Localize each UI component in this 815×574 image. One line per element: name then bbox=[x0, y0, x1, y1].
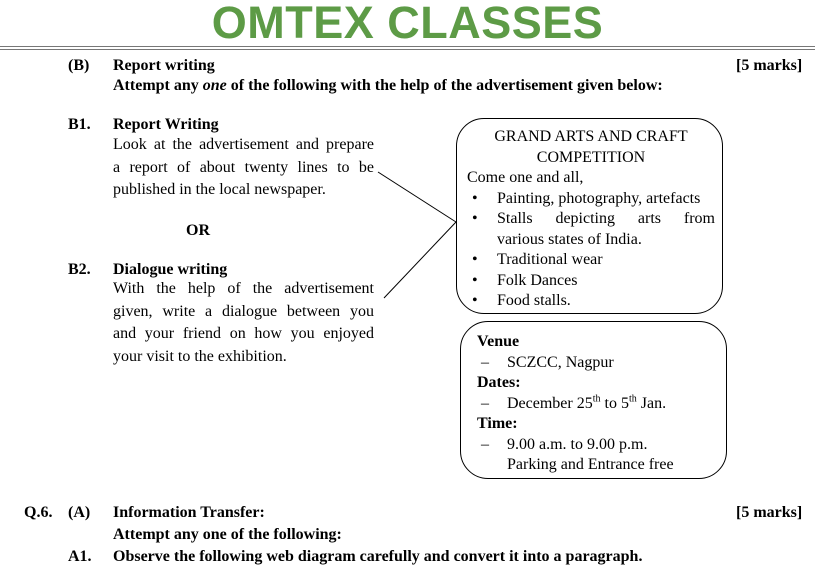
b1-title: Report Writing bbox=[113, 116, 219, 133]
q6-sub-label: (A) bbox=[68, 504, 91, 521]
instruction-part-1: Attempt any bbox=[113, 77, 203, 94]
b1-label: B1. bbox=[68, 116, 91, 133]
instruction-part-2: of the following with the help of the advertisement given below: bbox=[226, 77, 663, 94]
bullet-icon: • bbox=[472, 251, 478, 268]
q6-instruction: Attempt any one of the following: bbox=[113, 526, 342, 543]
time-label: Time: bbox=[477, 415, 518, 432]
venue-label: Venue bbox=[477, 333, 520, 350]
connector-line-b1 bbox=[378, 172, 456, 222]
q6-marks: [5 marks] bbox=[736, 504, 803, 521]
b2-line: and your friend on how you enjoyed bbox=[113, 325, 374, 342]
ad-item-text: Stalls depicting arts from bbox=[497, 210, 715, 227]
time-value: 9.00 a.m. to 9.00 p.m. bbox=[507, 435, 648, 453]
bullet-icon: • bbox=[472, 210, 478, 227]
bullet-icon: • bbox=[472, 292, 478, 309]
section-b-label: (B) bbox=[68, 57, 90, 74]
ad-item-text: Folk Dances bbox=[497, 271, 578, 289]
dates-part-3: Jan. bbox=[636, 394, 667, 412]
ad-item-text: Traditional wear bbox=[497, 251, 603, 268]
ad-item bbox=[467, 271, 715, 292]
ad-item-text-cont: various states of India. bbox=[497, 230, 642, 248]
b2-line: your visit to the exhibition. bbox=[113, 347, 287, 365]
b2-line: given, write a dialogue between you bbox=[113, 302, 374, 320]
ad-item-text: Food stalls. bbox=[497, 292, 571, 309]
dates-part-1: December 25 bbox=[507, 394, 593, 412]
dates-sup-2: th bbox=[628, 393, 637, 405]
dash-icon: – bbox=[481, 394, 489, 412]
b1-line: a report of about twenty lines to be bbox=[113, 158, 374, 176]
b2-title: Dialogue writing bbox=[113, 261, 228, 278]
ad-item bbox=[467, 291, 715, 312]
b1-line: Look at the advertisement and prepare bbox=[113, 136, 374, 153]
q6-label: Q.6. bbox=[24, 504, 53, 521]
dash-icon: – bbox=[481, 435, 489, 453]
ad-title-line-1: GRAND ARTS AND CRAFT bbox=[494, 128, 688, 145]
parking-note: Parking and Entrance free bbox=[507, 456, 674, 473]
section-b-marks: [5 marks] bbox=[736, 57, 803, 74]
section-b-title: Report writing bbox=[113, 57, 215, 74]
dates-sup-1: th bbox=[592, 393, 601, 405]
connector-line-b2 bbox=[384, 222, 456, 298]
b2-line: With the help of the advertisement bbox=[113, 280, 374, 297]
ad-item bbox=[467, 250, 715, 271]
bullet-icon: • bbox=[472, 189, 478, 207]
venue-line bbox=[477, 353, 719, 374]
dates-part-2: to 5 bbox=[600, 394, 629, 412]
or-separator: OR bbox=[186, 222, 210, 239]
advertisement-box bbox=[456, 118, 723, 314]
ad-item bbox=[467, 209, 715, 250]
venue-box bbox=[460, 321, 727, 479]
ad-item-text: Painting, photography, artefacts bbox=[497, 189, 701, 207]
site-banner-title: OMTEX CLASSES bbox=[211, 0, 604, 48]
ad-title-line-2: COMPETITION bbox=[536, 148, 646, 166]
ad-intro: Come one and all, bbox=[467, 169, 584, 186]
q6-title: Information Transfer: bbox=[113, 504, 265, 521]
dash-icon: – bbox=[481, 353, 489, 371]
time-line bbox=[477, 435, 719, 456]
dates-label: Dates: bbox=[477, 374, 521, 391]
ad-item bbox=[467, 189, 715, 210]
b2-label: B2. bbox=[68, 261, 91, 278]
venue-value: SCZCC, Nagpur bbox=[507, 353, 614, 371]
a1-label: A1. bbox=[68, 548, 92, 565]
a1-text: Observe the following web diagram carefully and convert it into a paragraph. bbox=[113, 548, 643, 565]
instruction-emphasis: one bbox=[202, 77, 227, 94]
dates-line bbox=[477, 394, 719, 415]
bullet-icon: • bbox=[472, 271, 478, 289]
b1-line: published in the local newspaper. bbox=[113, 181, 326, 198]
